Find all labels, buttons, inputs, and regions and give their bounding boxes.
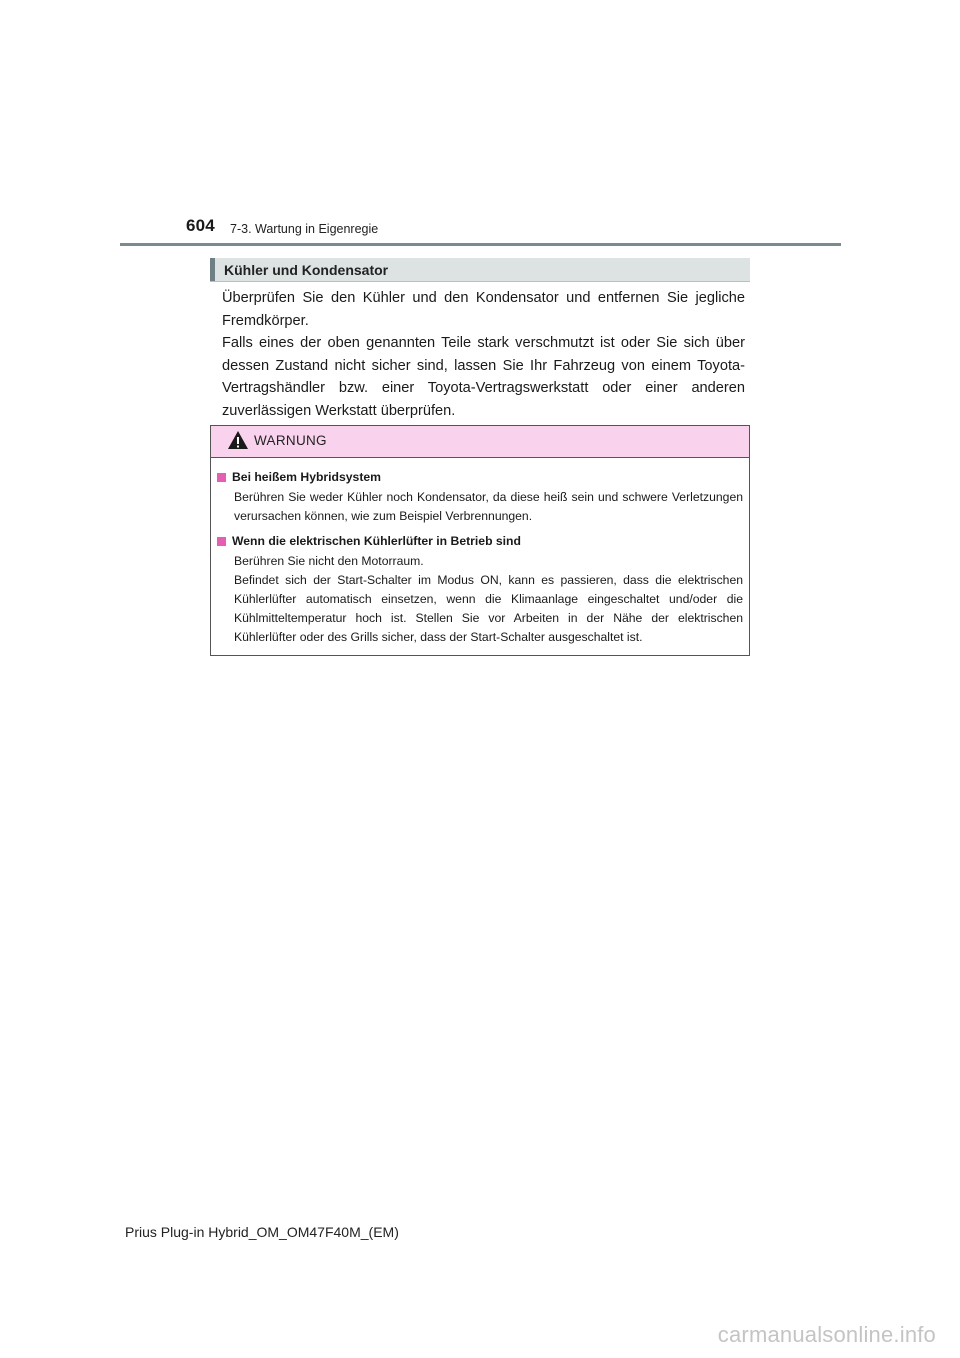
warning-paragraph: Befindet sich der Start-Schalter im Modus ON, kann es passieren, dass die elektrischen Kühlerlüfter automatisch einsetzen, wenn die Klimaanlage eingeschaltet und/oder die Kühlmitteltemperatur hoch ist. Stellen Sie vor Arbeiten in der Nähe der elektrischen Kühlerlüfter oder des Grills sicher, dass der Start-Schalter ausgeschaltet ist. (234, 573, 743, 644)
warning-paragraph: Berühren Sie weder Kühler noch Kondensator, da diese heiß sein und schwere Verletzungen verursachen können, wie zum Beispiel Verbrennungen. (234, 490, 743, 523)
watermark: carmanualsonline.info (717, 1322, 936, 1347)
warning-box (210, 425, 750, 656)
warning-item (217, 533, 743, 647)
body-paragraph: Überprüfen Sie den Kühler und den Kondensator und entfernen Sie jegliche Fremdkörper. (222, 290, 745, 329)
warning-triangle-icon (227, 430, 249, 450)
bullet-square-icon (217, 473, 226, 482)
body-paragraph: Falls eines der oben genannten Teile stark verschmutzt ist oder Sie sich über dessen Zustand nicht sicher sind, lassen Sie Ihr Fahrzeug von einem Toyota-Vertragshändler bzw. einer Toyota-Vertragswerkstatt oder einer anderen zuverlässigen Werkstatt überprüfen. (222, 335, 745, 419)
page-number: 604 (186, 216, 215, 235)
section-title: Kühler und Kondensator (224, 262, 389, 278)
warning-item-title-text: Bei heißem Hybridsystem (232, 470, 382, 484)
warning-item-title-text: Wenn die elektrischen Kühlerlüfter in Betrieb sind (232, 534, 521, 548)
warning-item-text (234, 488, 743, 526)
footer-model: Prius Plug-in Hybrid_OM_OM47F40M_(EM) (125, 1224, 399, 1240)
warning-body (211, 458, 749, 647)
warning-header (211, 426, 749, 458)
section-heading-accent (210, 258, 215, 281)
warning-item (217, 469, 743, 526)
warning-item-text (234, 552, 743, 647)
section-heading-bar (210, 258, 750, 282)
warning-item-title (217, 469, 743, 485)
warning-item-title (217, 533, 743, 549)
warning-paragraph: Berühren Sie nicht den Motorraum. (234, 554, 424, 568)
bullet-square-icon (217, 537, 226, 546)
warning-label: WARNUNG (254, 433, 327, 448)
section-body (222, 287, 745, 423)
header-rule (120, 243, 841, 246)
section-reference: 7-3. Wartung in Eigenregie (230, 222, 379, 236)
